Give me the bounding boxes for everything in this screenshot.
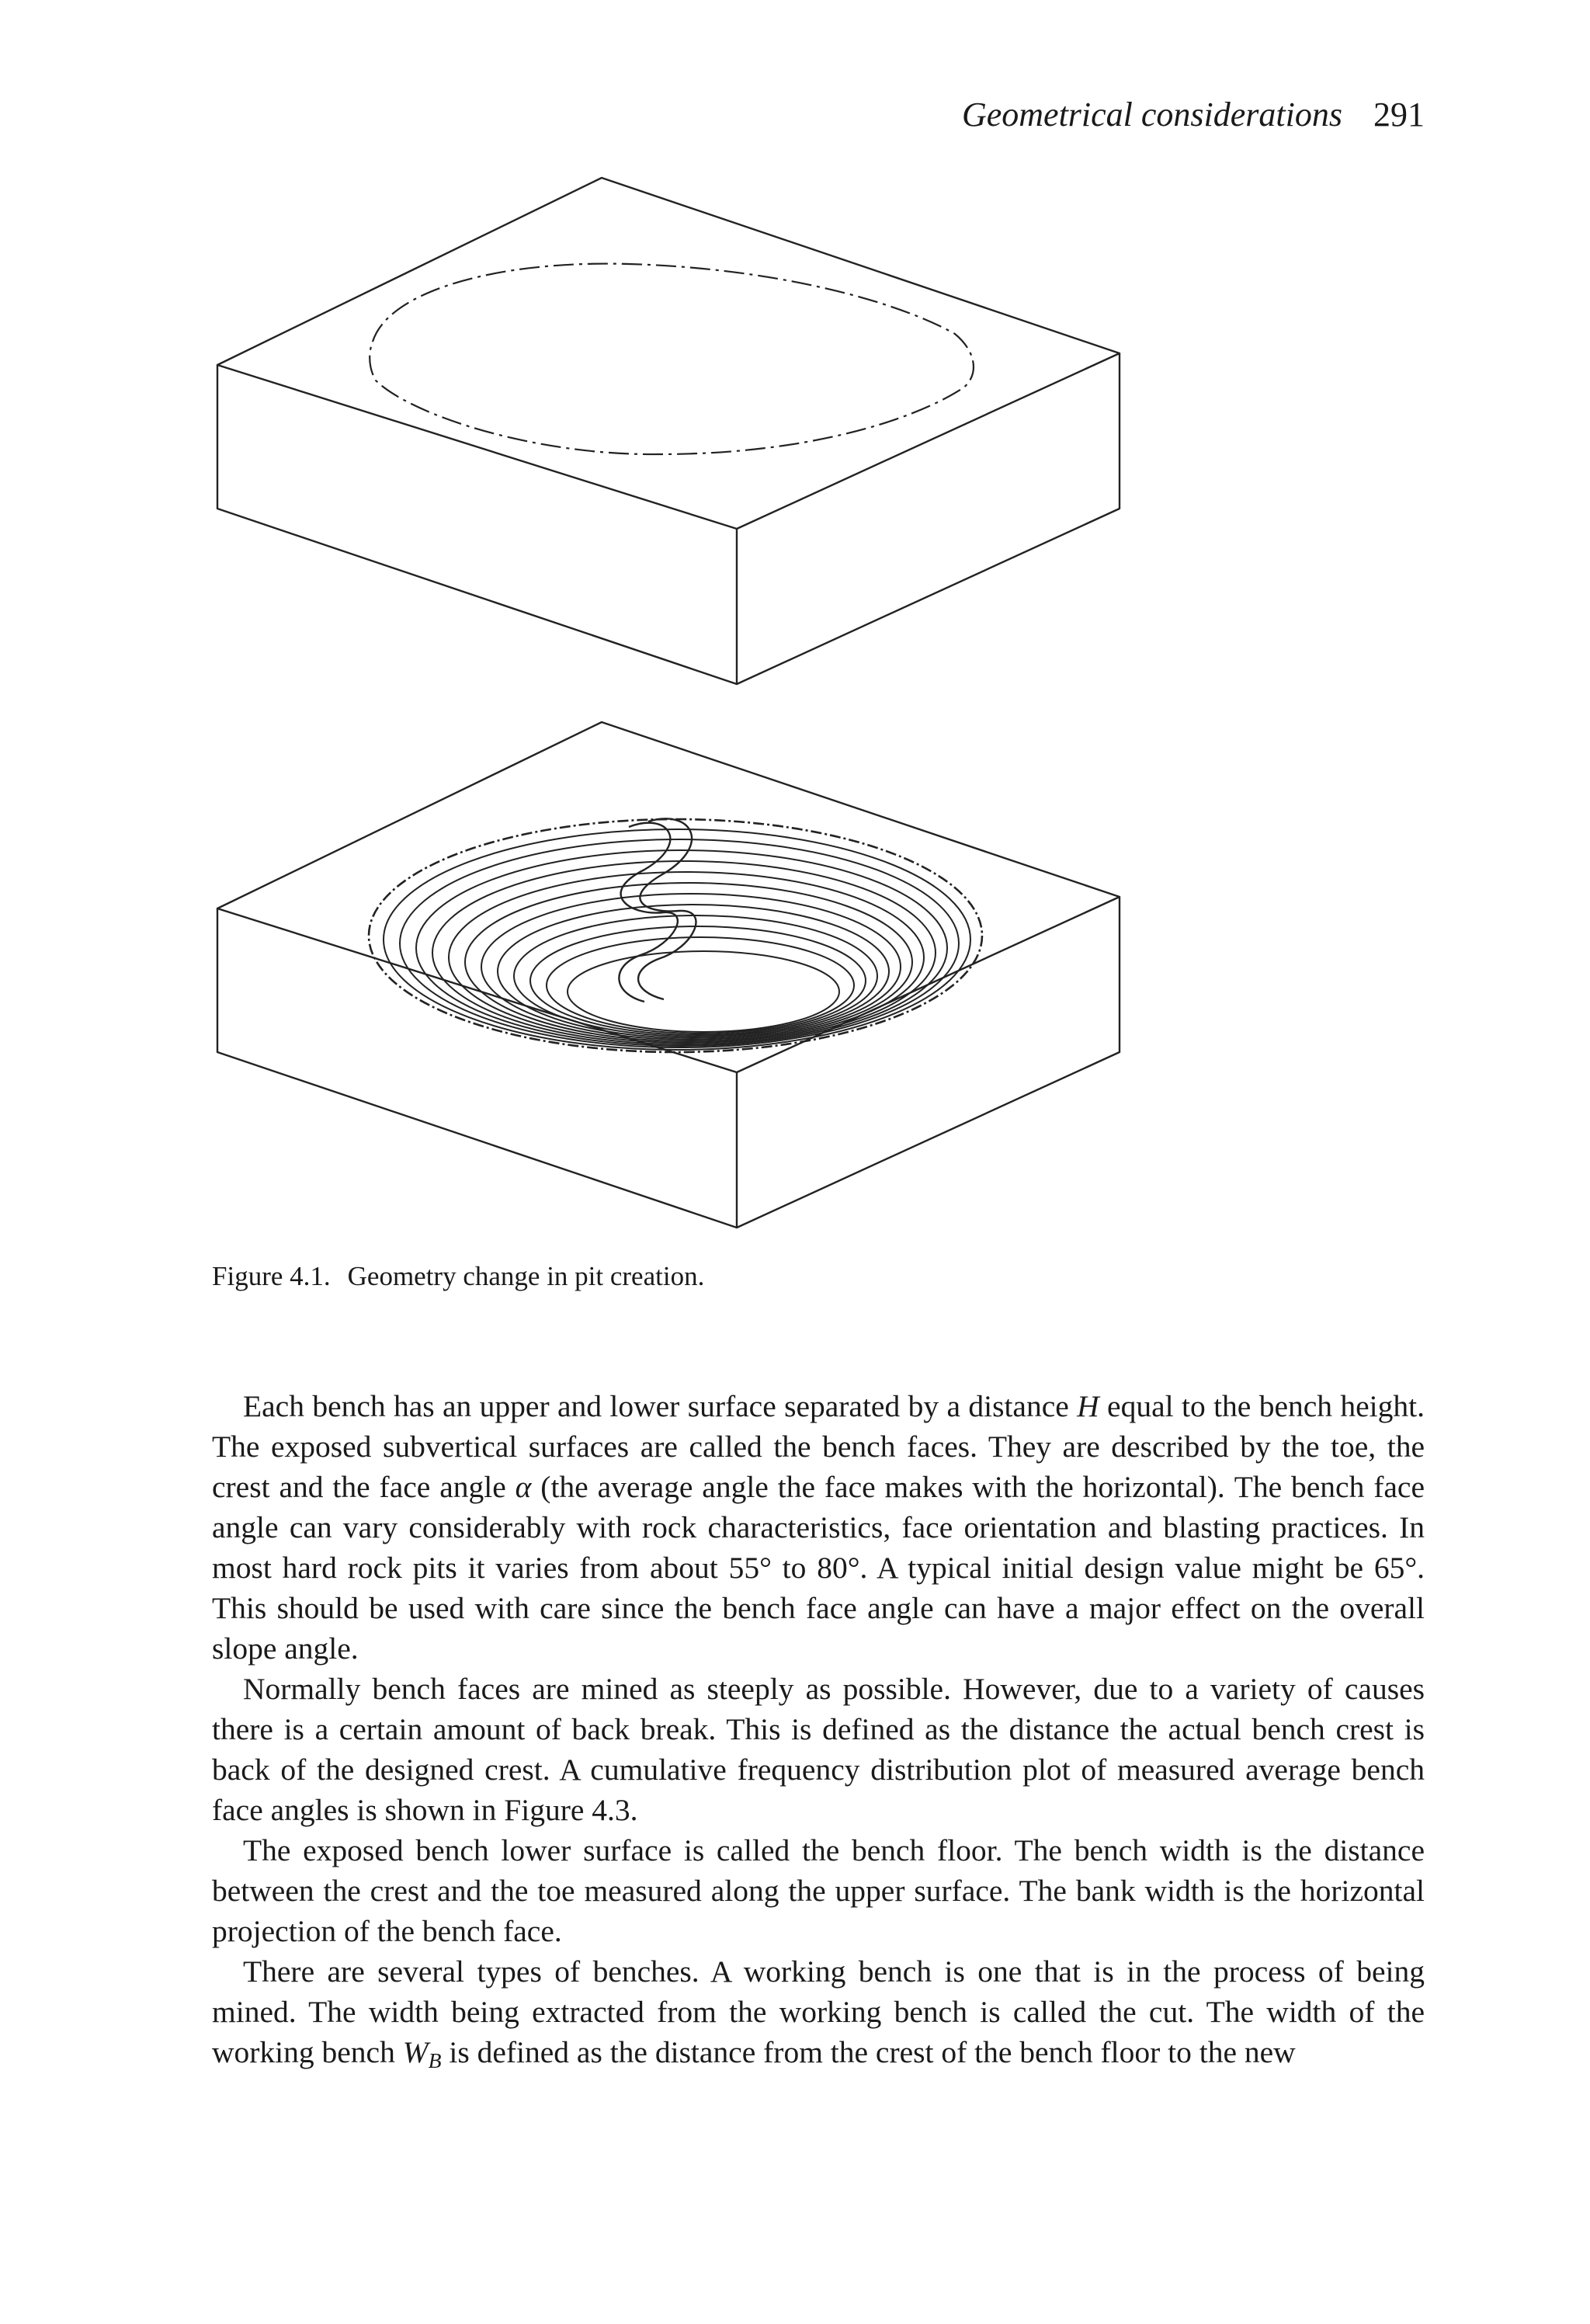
paragraph-1-text-c: (the average angle the face makes with the horizontal). The bench face angle can vary considerably with rock characteristics, face orientation and blasting practices. In most hard rock pits it varies from about 55° to 80°. A typical initial design value might be 65°. This should be used with care since the bench face angle can have a major effect on the overall slope angle. xyxy=(212,1470,1425,1666)
block-before-pit xyxy=(217,178,1120,684)
running-head xyxy=(962,92,1425,138)
figure-caption xyxy=(212,1258,704,1295)
block-with-pit xyxy=(217,722,1120,1228)
paragraph-4-text-a: There are several types of benches. A working bench is one that is in the process of being mined. The width being extracted from the working bench is called the cut. The width of the working bench xyxy=(212,1954,1425,2069)
figure-caption-text: Geometry change in pit creation. xyxy=(347,1261,705,1291)
running-head-title: Geometrical considerations xyxy=(961,96,1342,134)
paragraph-3: The exposed bench lower surface is called the bench floor. The bench width is the distance between the crest and the toe measured along the upper surface. The bank width is the horizontal projection of the bench face. xyxy=(212,1833,1425,1948)
paragraph-4-text-b: is defined as the distance from the crest of the bench floor to the new xyxy=(441,2035,1296,2069)
paragraph-1 xyxy=(212,1386,1425,1669)
symbol-w: W xyxy=(402,2035,429,2069)
paragraph-1-text-b: equal to the bench height. The exposed subvertical surfaces are called the bench faces. They are described by the toe, the crest and the face angle xyxy=(212,1389,1425,1504)
figure-4-1 xyxy=(210,167,1133,1231)
pit-geometry-illustration xyxy=(210,167,1133,1231)
paragraph-1-text-a: Each bench has an upper and lower surface separated by a distance xyxy=(243,1389,1078,1423)
page-number: 291 xyxy=(1373,96,1425,134)
figure-caption-label: Figure 4.1. xyxy=(212,1261,331,1291)
paragraph-4 xyxy=(212,1951,1425,2081)
symbol-w-subscript: B xyxy=(428,2048,442,2072)
symbol-h: H xyxy=(1077,1389,1099,1423)
paragraph-2: Normally bench faces are mined as steeply as possible. However, due to a variety of causes there is a certain amount of back break. This is defined as the distance the actual bench crest is back of the designed crest. A cumulative frequency distribution plot of measured average bench face angles is shown in Figure 4.3. xyxy=(212,1672,1425,1827)
symbol-alpha: α xyxy=(515,1470,532,1504)
body-text xyxy=(212,1386,1425,2081)
